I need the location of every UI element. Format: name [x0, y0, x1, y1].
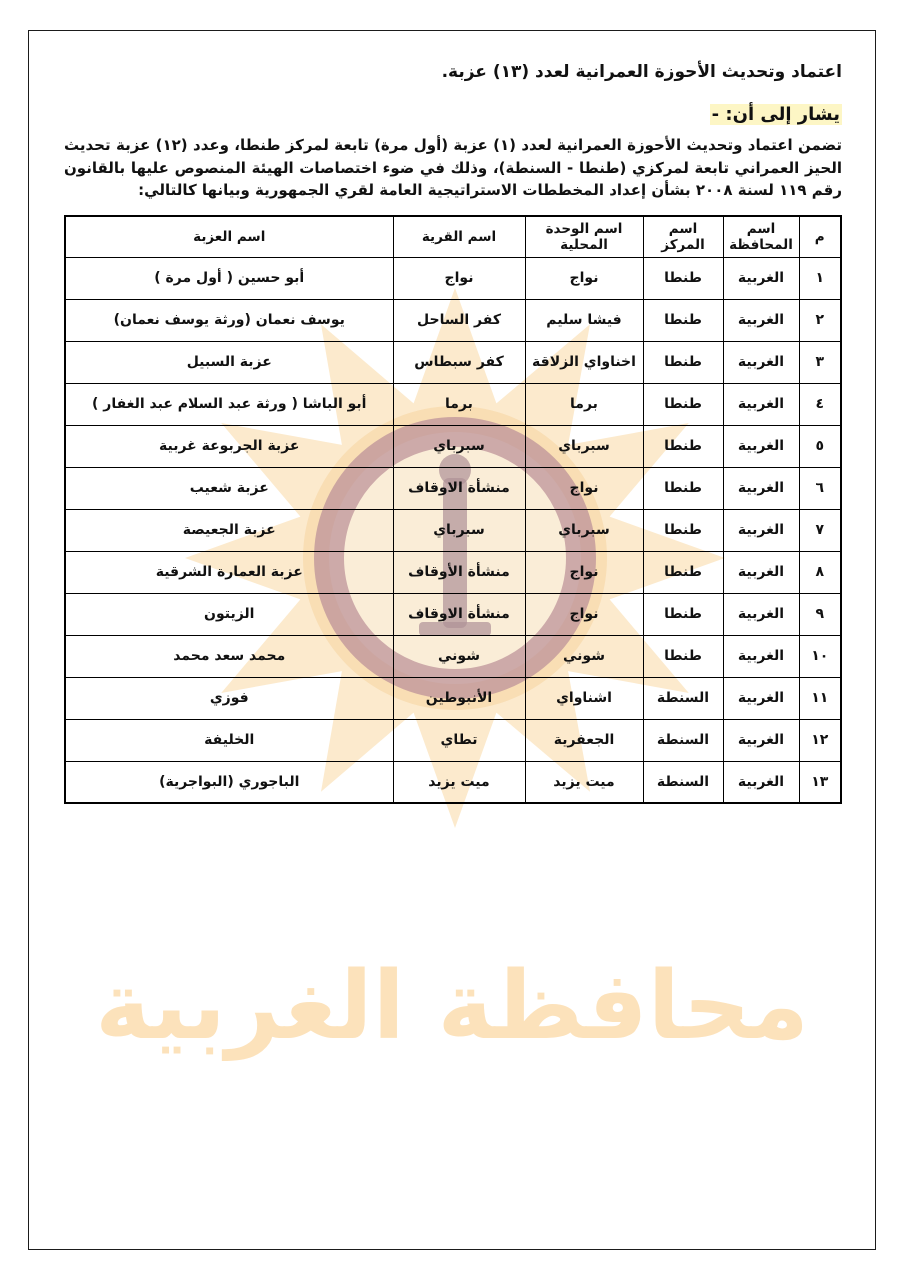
table-cell: أبو حسين ( أول مرة ) [65, 257, 393, 299]
table-cell: طنطا [643, 341, 723, 383]
table-cell: نواج [525, 551, 643, 593]
table-cell: طنطا [643, 383, 723, 425]
table-cell: ٨ [799, 551, 841, 593]
column-header: اسم الوحدة المحلية [525, 216, 643, 258]
table-cell: الباجوري (البواجرية) [65, 761, 393, 803]
table-cell: ٩ [799, 593, 841, 635]
table-cell: محمد سعد محمد [65, 635, 393, 677]
table-row [65, 509, 841, 551]
table-cell: برما [525, 383, 643, 425]
table-cell: الغربية [723, 425, 799, 467]
table-cell: ٣ [799, 341, 841, 383]
table-cell: عزبة الجربوعة غربية [65, 425, 393, 467]
table-cell: عزبة شعيب [65, 467, 393, 509]
table-cell: كفر الساحل [393, 299, 525, 341]
table-cell: ٧ [799, 509, 841, 551]
table-cell: سبرباي [525, 509, 643, 551]
table-row [65, 257, 841, 299]
table-cell: منشأة الاوقاف [393, 593, 525, 635]
column-header: اسم المحافظة [723, 216, 799, 258]
table-cell: عزبة السبيل [65, 341, 393, 383]
table-row [65, 425, 841, 467]
table-cell: الخليفة [65, 719, 393, 761]
column-header: اسم المركز [643, 216, 723, 258]
table-cell: الغربية [723, 677, 799, 719]
table-cell: طنطا [643, 551, 723, 593]
table-cell: كفر سبطاس [393, 341, 525, 383]
table-row [65, 677, 841, 719]
table-header [65, 216, 841, 258]
table-cell: ميت يزيد [393, 761, 525, 803]
table-cell: تطاي [393, 719, 525, 761]
table-row [65, 299, 841, 341]
column-header: اسم القرية [393, 216, 525, 258]
table-cell: عزبة العمارة الشرقية [65, 551, 393, 593]
table-cell: أبو الباشا ( ورثة عبد السلام عبد الغفار ) [65, 383, 393, 425]
table-cell: نواج [525, 257, 643, 299]
table-cell: ٥ [799, 425, 841, 467]
table-cell: منشأة الأوقاف [393, 551, 525, 593]
table-cell: نواج [393, 257, 525, 299]
table-cell: سبرباي [525, 425, 643, 467]
table-body [65, 257, 841, 803]
table-cell: السنطة [643, 677, 723, 719]
column-header: م [799, 216, 841, 258]
table-cell: ١٣ [799, 761, 841, 803]
table-row [65, 341, 841, 383]
table-cell: ٢ [799, 299, 841, 341]
table-cell: الغربية [723, 257, 799, 299]
table-cell: عزبة الجعيصة [65, 509, 393, 551]
column-header: اسم العزبة [65, 216, 393, 258]
table-cell: طنطا [643, 509, 723, 551]
hamlets-table [64, 215, 842, 805]
table-cell: ١ [799, 257, 841, 299]
table-cell: سبرباي [393, 509, 525, 551]
table-cell: فيشا سليم [525, 299, 643, 341]
document-content [64, 62, 842, 804]
table-row [65, 761, 841, 803]
table-cell: ميت يزيد [525, 761, 643, 803]
table-cell: طنطا [643, 635, 723, 677]
table-cell: طنطا [643, 593, 723, 635]
table-cell: طنطا [643, 425, 723, 467]
table-cell: الزيتون [65, 593, 393, 635]
table-row [65, 551, 841, 593]
table-cell: الغربية [723, 299, 799, 341]
table-cell: ٤ [799, 383, 841, 425]
table-cell: الجعفرية [525, 719, 643, 761]
table-cell: الغربية [723, 635, 799, 677]
table-cell: ١٢ [799, 719, 841, 761]
document-title: اعتماد وتحديث الأحوزة العمرانية لعدد (١٣) عزبة. [441, 62, 842, 82]
table-cell: فوزي [65, 677, 393, 719]
table-cell: الغربية [723, 509, 799, 551]
table-cell: اشناواي [525, 677, 643, 719]
table-row [65, 593, 841, 635]
table-cell: السنطة [643, 719, 723, 761]
table-cell: طنطا [643, 299, 723, 341]
table-cell: شوني [525, 635, 643, 677]
table-cell: الغربية [723, 341, 799, 383]
table-cell: الغربية [723, 383, 799, 425]
table-cell: السنطة [643, 761, 723, 803]
table-row [65, 719, 841, 761]
governorate-name-watermark: محافظة الغربية [95, 952, 809, 1061]
table-cell: منشأة الاوقاف [393, 467, 525, 509]
table-cell: الغربية [723, 467, 799, 509]
table-cell: سبرباي [393, 425, 525, 467]
note-heading: يشار إلى أن: - [711, 104, 840, 125]
table-row [65, 383, 841, 425]
table-cell: ١١ [799, 677, 841, 719]
table-cell: الغربية [723, 719, 799, 761]
table-cell: ٦ [799, 467, 841, 509]
table-header-row [65, 216, 841, 258]
table-cell: الأنبوطين [393, 677, 525, 719]
intro-paragraph: تضمن اعتماد وتحديث الأحوزة العمرانية لعدد (١) عزبة (أول مرة) تابعة لمركز طنطا، وعدد (١٢) عزبة تحديث الحيز العمراني تابعة لمركزي (طنطا - السنطة)، وذلك في ضوء اختصاصات الهيئة المنصوص عليها بالقانون رقم ١١٩ لسنة ٢٠٠٨ بشأن إعداد المخططات الاستراتيجية العامة لقري الجمهورية وبيانها كالتالي: [64, 136, 842, 199]
table-cell: طنطا [643, 467, 723, 509]
table-row [65, 467, 841, 509]
table-cell: نواج [525, 593, 643, 635]
table-cell: نواج [525, 467, 643, 509]
table-cell: اخناواي الزلاقة [525, 341, 643, 383]
table-cell: الغربية [723, 551, 799, 593]
table-cell: شوني [393, 635, 525, 677]
table-row [65, 635, 841, 677]
table-cell: الغربية [723, 593, 799, 635]
table-cell: يوسف نعمان (ورثة يوسف نعمان) [65, 299, 393, 341]
table-cell: برما [393, 383, 525, 425]
table-cell: طنطا [643, 257, 723, 299]
table-cell: الغربية [723, 761, 799, 803]
table-cell: ١٠ [799, 635, 841, 677]
